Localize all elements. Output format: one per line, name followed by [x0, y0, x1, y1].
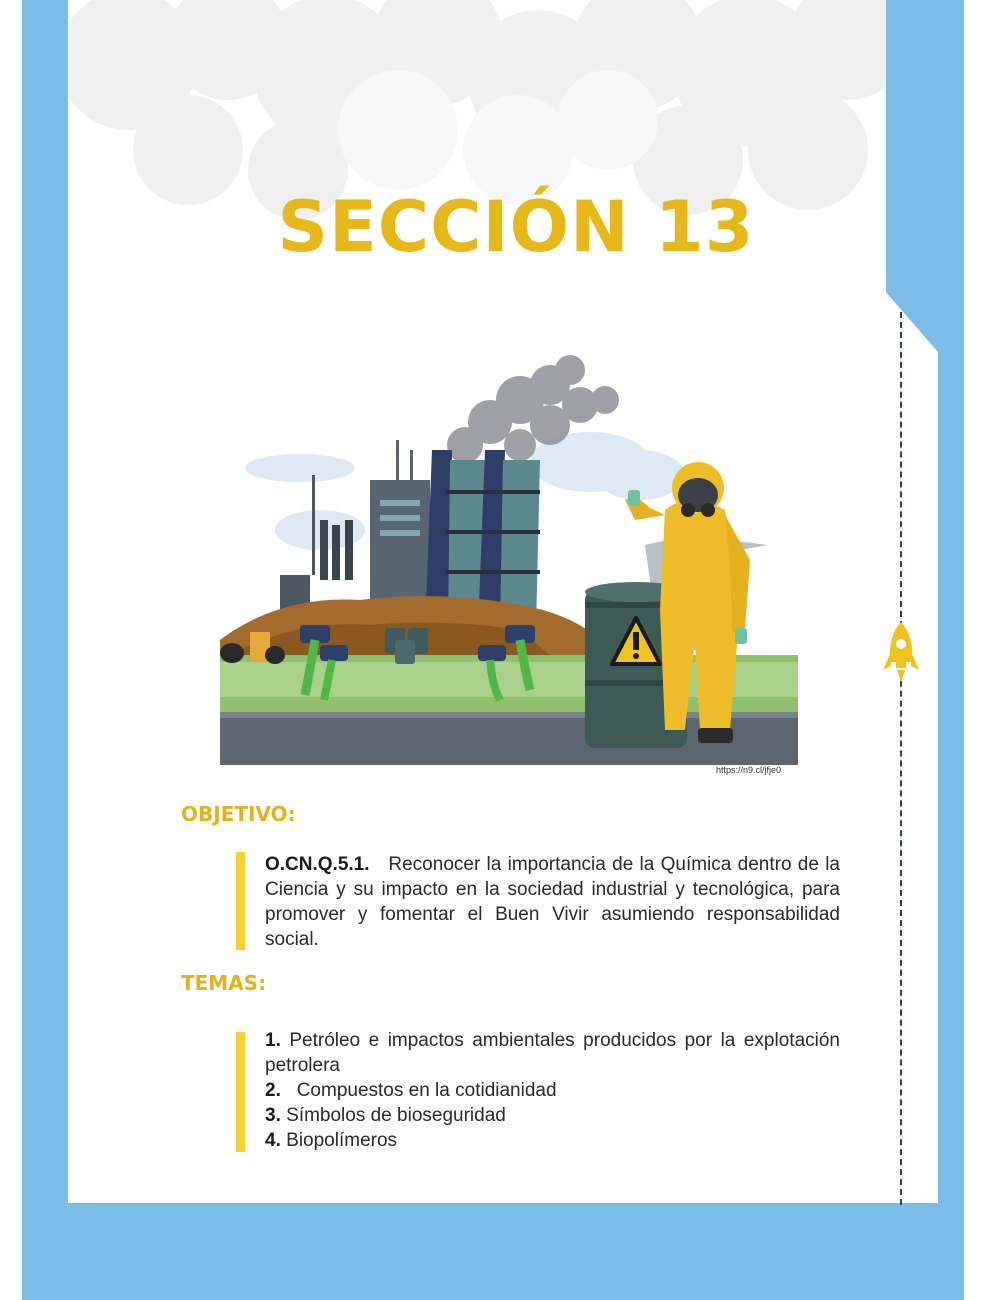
topics-accent-bar — [236, 1032, 245, 1152]
objective-accent-bar — [236, 852, 245, 950]
objective-code: O.CN.Q.5.1. — [265, 854, 370, 875]
image-credit: https://n9.cl/jfje0 — [716, 765, 782, 775]
objective-text — [265, 852, 840, 952]
page-side-strip — [886, 352, 938, 1203]
topic-number: 2. — [265, 1080, 281, 1101]
topic-number: 1. — [265, 1030, 281, 1051]
margin-dashed-line — [900, 312, 902, 1205]
topic-item — [265, 1103, 840, 1128]
rocket-icon — [882, 620, 920, 684]
topic-label: Símbolos de bioseguridad — [286, 1105, 506, 1126]
topic-item — [265, 1078, 840, 1103]
topic-label: Compuestos en la cotidianidad — [296, 1080, 557, 1101]
industrial-pollution-illustration — [220, 350, 798, 765]
objective-heading: OBJETIVO: — [181, 802, 296, 826]
topic-number: 3. — [265, 1105, 281, 1126]
frame-left-border — [22, 0, 68, 1300]
topic-label: Petróleo e impactos ambientales producidos por la explotación petrolera — [265, 1030, 840, 1076]
topic-item — [265, 1028, 840, 1078]
topics-heading: TEMAS: — [181, 971, 267, 995]
topic-number: 4. — [265, 1130, 281, 1151]
topic-label: Biopolímeros — [286, 1130, 398, 1151]
page-corner-tab — [884, 290, 938, 354]
topics-list — [265, 1028, 840, 1153]
topic-item — [265, 1128, 840, 1153]
page-title: SECCIÓN 13 — [277, 186, 755, 268]
objective-body: Reconocer la importancia de la Química dentro de la Ciencia y su impacto en la sociedad industrial y tecnológica, para promover y fomentar el Buen Vivir asumiendo responsabilidad social. — [265, 854, 840, 950]
frame-bottom-border — [22, 1203, 964, 1300]
